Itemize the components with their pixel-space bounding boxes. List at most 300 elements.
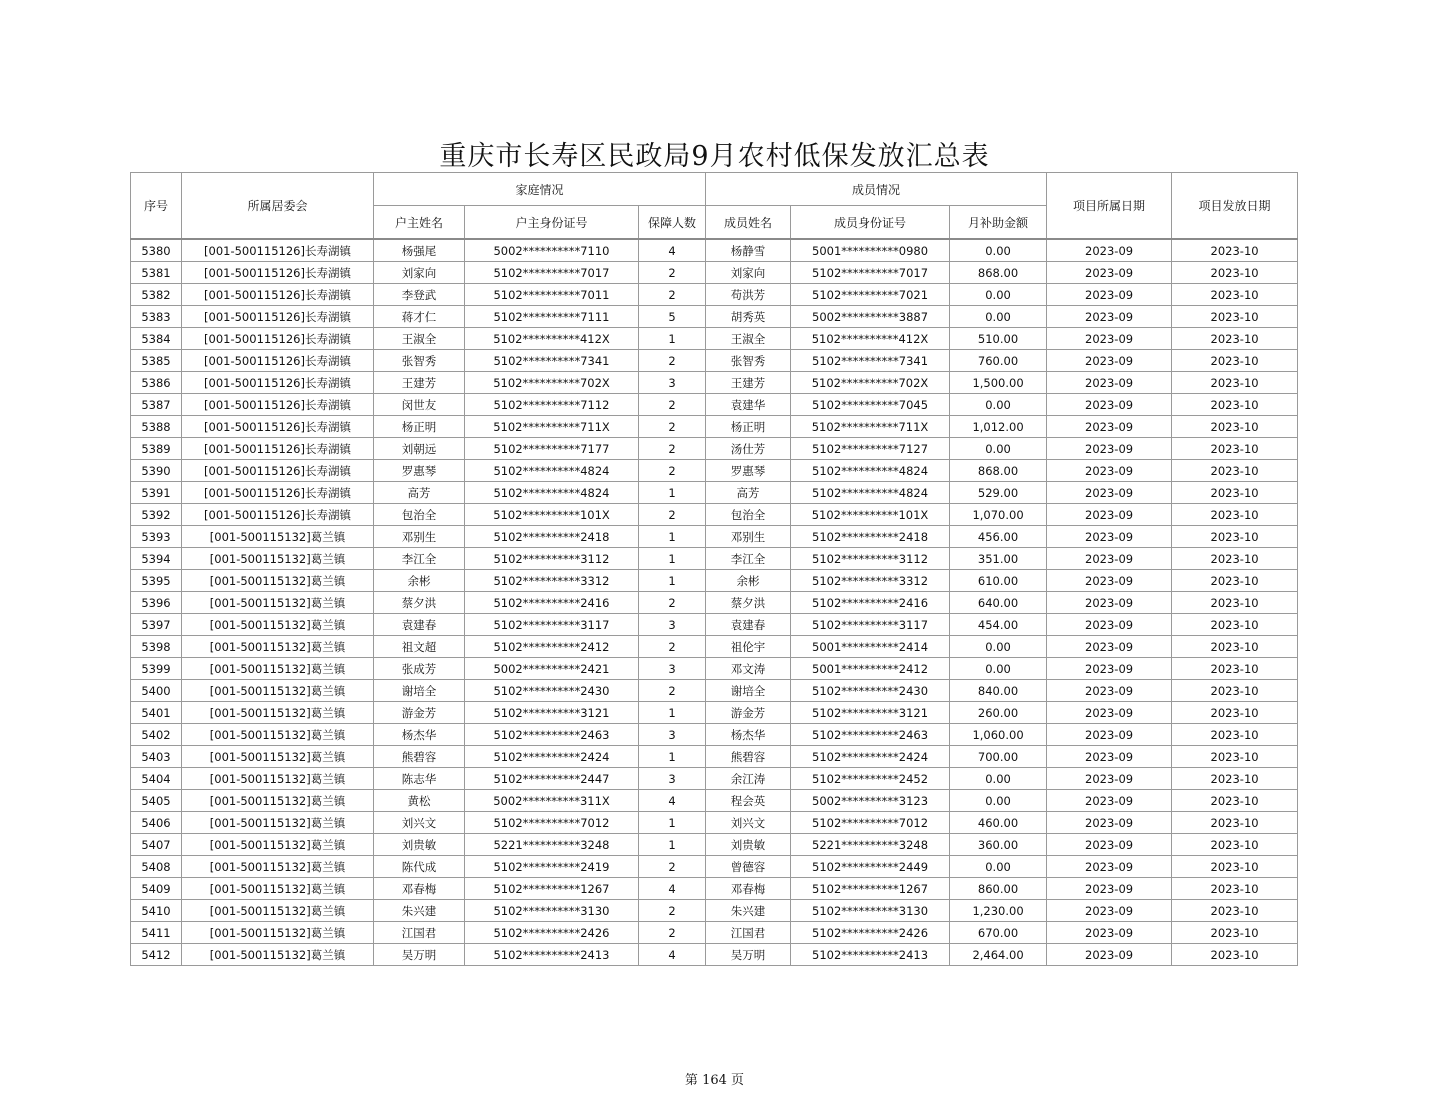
cell-committee: [001-500115132]葛兰镇 [182,702,374,724]
table-row [131,284,1298,306]
cell-seq: 5400 [131,680,182,702]
cell-issue-date: 2023-10 [1172,724,1298,746]
cell-amount: 2,464.00 [950,944,1047,966]
cell-count: 5 [639,306,706,328]
cell-amount: 640.00 [950,592,1047,614]
cell-project-date: 2023-09 [1047,812,1172,834]
cell-project-date: 2023-09 [1047,724,1172,746]
cell-member-id: 5102**********2416 [791,592,950,614]
table-row [131,944,1298,966]
header-project-date: 项目所属日期 [1047,173,1172,240]
cell-head-id: 5102**********1267 [465,878,639,900]
cell-issue-date: 2023-10 [1172,680,1298,702]
header-head-name: 户主姓名 [374,206,465,240]
cell-head-id: 5002**********7110 [465,239,639,262]
cell-project-date: 2023-09 [1047,570,1172,592]
table-row [131,636,1298,658]
cell-count: 2 [639,350,706,372]
cell-member-id: 5102**********3312 [791,570,950,592]
header-member-name: 成员姓名 [706,206,791,240]
cell-committee: [001-500115132]葛兰镇 [182,680,374,702]
cell-head-id: 5102**********3121 [465,702,639,724]
page-number: 164 [702,1073,727,1088]
cell-amount: 1,012.00 [950,416,1047,438]
cell-head-id: 5102**********2412 [465,636,639,658]
cell-committee: [001-500115132]葛兰镇 [182,878,374,900]
cell-issue-date: 2023-10 [1172,900,1298,922]
cell-committee: [001-500115126]长寿湖镇 [182,284,374,306]
cell-member-id: 5102**********7127 [791,438,950,460]
cell-member-name: 李江全 [706,548,791,570]
cell-head-name: 邓别生 [374,526,465,548]
table-row [131,394,1298,416]
cell-head-id: 5102**********101X [465,504,639,526]
cell-issue-date: 2023-10 [1172,702,1298,724]
cell-member-name: 苟洪芳 [706,284,791,306]
cell-head-name: 刘兴文 [374,812,465,834]
table-row [131,834,1298,856]
cell-count: 2 [639,394,706,416]
cell-member-id: 5221**********3248 [791,834,950,856]
cell-member-name: 刘家向 [706,262,791,284]
cell-member-id: 5102**********3130 [791,900,950,922]
cell-project-date: 2023-09 [1047,900,1172,922]
cell-issue-date: 2023-10 [1172,262,1298,284]
table-row [131,812,1298,834]
cell-committee: [001-500115126]长寿湖镇 [182,504,374,526]
cell-seq: 5395 [131,570,182,592]
cell-project-date: 2023-09 [1047,438,1172,460]
cell-seq: 5380 [131,239,182,262]
summary-table [130,172,1298,966]
cell-issue-date: 2023-10 [1172,372,1298,394]
table-row [131,680,1298,702]
cell-count: 1 [639,526,706,548]
cell-head-name: 王建芳 [374,372,465,394]
cell-count: 2 [639,856,706,878]
cell-head-id: 5102**********2413 [465,944,639,966]
cell-seq: 5386 [131,372,182,394]
cell-seq: 5385 [131,350,182,372]
cell-issue-date: 2023-10 [1172,504,1298,526]
table-row [131,328,1298,350]
cell-head-name: 江国君 [374,922,465,944]
cell-head-name: 蔡夕洪 [374,592,465,614]
cell-seq: 5411 [131,922,182,944]
table-row [131,350,1298,372]
cell-count: 1 [639,702,706,724]
cell-committee: [001-500115132]葛兰镇 [182,548,374,570]
cell-seq: 5407 [131,834,182,856]
cell-count: 1 [639,812,706,834]
header-family-group: 家庭情况 [374,173,706,206]
cell-head-name: 蒋才仁 [374,306,465,328]
cell-project-date: 2023-09 [1047,394,1172,416]
cell-project-date: 2023-09 [1047,306,1172,328]
cell-head-id: 5102**********711X [465,416,639,438]
cell-project-date: 2023-09 [1047,460,1172,482]
cell-head-id: 5102**********3312 [465,570,639,592]
footer-suffix: 页 [731,1073,745,1088]
cell-committee: [001-500115132]葛兰镇 [182,768,374,790]
cell-amount: 1,070.00 [950,504,1047,526]
cell-project-date: 2023-09 [1047,482,1172,504]
header-member-group: 成员情况 [706,173,1047,206]
table-row [131,878,1298,900]
cell-head-id: 5102**********7111 [465,306,639,328]
cell-member-id: 5001**********2412 [791,658,950,680]
table-row [131,702,1298,724]
table-row [131,658,1298,680]
cell-count: 2 [639,438,706,460]
cell-head-id: 5102**********2447 [465,768,639,790]
table-row [131,372,1298,394]
cell-head-id: 5102**********2416 [465,592,639,614]
page-footer [0,1069,1429,1088]
cell-project-date: 2023-09 [1047,350,1172,372]
cell-issue-date: 2023-10 [1172,922,1298,944]
cell-amount: 456.00 [950,526,1047,548]
cell-count: 3 [639,658,706,680]
cell-member-id: 5102**********412X [791,328,950,350]
cell-member-id: 5102**********4824 [791,460,950,482]
cell-member-name: 曾德容 [706,856,791,878]
cell-seq: 5404 [131,768,182,790]
cell-amount: 0.00 [950,284,1047,306]
cell-head-id: 5102**********3117 [465,614,639,636]
cell-committee: [001-500115126]长寿湖镇 [182,239,374,262]
cell-member-id: 5102**********3117 [791,614,950,636]
cell-project-date: 2023-09 [1047,790,1172,812]
cell-amount: 260.00 [950,702,1047,724]
cell-project-date: 2023-09 [1047,636,1172,658]
cell-project-date: 2023-09 [1047,262,1172,284]
table-row [131,262,1298,284]
cell-head-id: 5102**********4824 [465,482,639,504]
cell-seq: 5394 [131,548,182,570]
cell-member-id: 5102**********702X [791,372,950,394]
cell-count: 2 [639,416,706,438]
cell-count: 2 [639,900,706,922]
cell-member-name: 余彬 [706,570,791,592]
cell-head-name: 李登武 [374,284,465,306]
table-row [131,460,1298,482]
header-head-id: 户主身份证号 [465,206,639,240]
cell-project-date: 2023-09 [1047,526,1172,548]
cell-seq: 5412 [131,944,182,966]
cell-issue-date: 2023-10 [1172,746,1298,768]
cell-count: 2 [639,262,706,284]
cell-member-id: 5102**********3112 [791,548,950,570]
cell-seq: 5390 [131,460,182,482]
cell-member-name: 熊碧容 [706,746,791,768]
cell-amount: 868.00 [950,262,1047,284]
table-row [131,548,1298,570]
cell-issue-date: 2023-10 [1172,394,1298,416]
cell-head-id: 5102**********2424 [465,746,639,768]
cell-member-id: 5102**********4824 [791,482,950,504]
cell-seq: 5399 [131,658,182,680]
cell-committee: [001-500115132]葛兰镇 [182,900,374,922]
cell-issue-date: 2023-10 [1172,878,1298,900]
cell-head-name: 刘家向 [374,262,465,284]
cell-count: 1 [639,834,706,856]
cell-member-id: 5102**********2449 [791,856,950,878]
cell-head-id: 5102**********7112 [465,394,639,416]
cell-member-name: 胡秀英 [706,306,791,328]
cell-member-id: 5102**********2413 [791,944,950,966]
cell-head-name: 陈志华 [374,768,465,790]
cell-head-name: 朱兴建 [374,900,465,922]
header-member-id: 成员身份证号 [791,206,950,240]
table-row [131,438,1298,460]
cell-member-name: 罗惠琴 [706,460,791,482]
header-seq: 序号 [131,173,182,240]
table-body [131,239,1298,966]
cell-seq: 5381 [131,262,182,284]
cell-seq: 5384 [131,328,182,350]
cell-issue-date: 2023-10 [1172,834,1298,856]
cell-seq: 5402 [131,724,182,746]
cell-count: 1 [639,328,706,350]
cell-member-id: 5102**********7341 [791,350,950,372]
cell-seq: 5382 [131,284,182,306]
cell-amount: 0.00 [950,790,1047,812]
cell-count: 2 [639,592,706,614]
cell-head-id: 5102**********412X [465,328,639,350]
cell-issue-date: 2023-10 [1172,548,1298,570]
cell-member-id: 5102**********7012 [791,812,950,834]
cell-committee: [001-500115132]葛兰镇 [182,834,374,856]
cell-seq: 5406 [131,812,182,834]
cell-member-id: 5001**********2414 [791,636,950,658]
cell-amount: 840.00 [950,680,1047,702]
table-row [131,790,1298,812]
table-row [131,592,1298,614]
cell-head-name: 杨强尾 [374,239,465,262]
cell-count: 2 [639,636,706,658]
cell-committee: [001-500115132]葛兰镇 [182,812,374,834]
cell-amount: 0.00 [950,239,1047,262]
cell-seq: 5405 [131,790,182,812]
cell-issue-date: 2023-10 [1172,570,1298,592]
cell-committee: [001-500115126]长寿湖镇 [182,328,374,350]
cell-member-name: 杨静雪 [706,239,791,262]
cell-amount: 760.00 [950,350,1047,372]
cell-head-name: 刘朝远 [374,438,465,460]
cell-member-id: 5102**********2463 [791,724,950,746]
cell-count: 3 [639,614,706,636]
table-row [131,570,1298,592]
cell-head-id: 5102**********3112 [465,548,639,570]
cell-project-date: 2023-09 [1047,658,1172,680]
cell-head-name: 包治全 [374,504,465,526]
cell-head-id: 5102**********2418 [465,526,639,548]
cell-head-id: 5102**********702X [465,372,639,394]
cell-member-name: 朱兴建 [706,900,791,922]
table-row [131,724,1298,746]
cell-head-id: 5102**********7177 [465,438,639,460]
cell-member-id: 5102**********2424 [791,746,950,768]
cell-member-name: 张智秀 [706,350,791,372]
cell-seq: 5391 [131,482,182,504]
cell-amount: 510.00 [950,328,1047,350]
cell-member-id: 5002**********3887 [791,306,950,328]
cell-head-name: 吴万明 [374,944,465,966]
cell-project-date: 2023-09 [1047,922,1172,944]
cell-seq: 5408 [131,856,182,878]
cell-member-name: 吴万明 [706,944,791,966]
cell-head-id: 5102**********4824 [465,460,639,482]
cell-committee: [001-500115132]葛兰镇 [182,922,374,944]
cell-head-name: 罗惠琴 [374,460,465,482]
cell-committee: [001-500115126]长寿湖镇 [182,460,374,482]
table-row [131,306,1298,328]
cell-seq: 5401 [131,702,182,724]
cell-member-name: 刘兴文 [706,812,791,834]
cell-amount: 0.00 [950,306,1047,328]
cell-amount: 351.00 [950,548,1047,570]
cell-member-id: 5102**********7045 [791,394,950,416]
cell-head-name: 张成芳 [374,658,465,680]
cell-committee: [001-500115132]葛兰镇 [182,724,374,746]
cell-head-id: 5221**********3248 [465,834,639,856]
cell-issue-date: 2023-10 [1172,438,1298,460]
cell-member-name: 袁建华 [706,394,791,416]
cell-amount: 0.00 [950,394,1047,416]
table-row [131,504,1298,526]
cell-count: 4 [639,944,706,966]
cell-amount: 0.00 [950,768,1047,790]
cell-head-id: 5102**********2463 [465,724,639,746]
cell-member-name: 王建芳 [706,372,791,394]
cell-committee: [001-500115126]长寿湖镇 [182,416,374,438]
cell-project-date: 2023-09 [1047,702,1172,724]
table-row [131,768,1298,790]
cell-member-id: 5102**********2452 [791,768,950,790]
cell-project-date: 2023-09 [1047,504,1172,526]
cell-count: 3 [639,372,706,394]
cell-issue-date: 2023-10 [1172,790,1298,812]
cell-amount: 360.00 [950,834,1047,856]
cell-count: 2 [639,922,706,944]
table-row [131,526,1298,548]
cell-amount: 454.00 [950,614,1047,636]
cell-project-date: 2023-09 [1047,592,1172,614]
cell-member-id: 5102**********2418 [791,526,950,548]
cell-head-id: 5102**********7011 [465,284,639,306]
cell-head-name: 杨杰华 [374,724,465,746]
cell-amount: 0.00 [950,438,1047,460]
footer-prefix: 第 [684,1073,698,1088]
cell-issue-date: 2023-10 [1172,856,1298,878]
cell-member-name: 杨正明 [706,416,791,438]
cell-issue-date: 2023-10 [1172,460,1298,482]
cell-seq: 5398 [131,636,182,658]
cell-committee: [001-500115126]长寿湖镇 [182,482,374,504]
cell-project-date: 2023-09 [1047,548,1172,570]
header-amount: 月补助金额 [950,206,1047,240]
cell-member-id: 5001**********0980 [791,239,950,262]
table-row [131,416,1298,438]
cell-member-id: 5102**********101X [791,504,950,526]
cell-member-id: 5102**********1267 [791,878,950,900]
cell-member-name: 包治全 [706,504,791,526]
cell-committee: [001-500115126]长寿湖镇 [182,350,374,372]
cell-seq: 5409 [131,878,182,900]
cell-project-date: 2023-09 [1047,416,1172,438]
cell-seq: 5389 [131,438,182,460]
cell-head-name: 王淑全 [374,328,465,350]
cell-committee: [001-500115132]葛兰镇 [182,570,374,592]
header-count: 保障人数 [639,206,706,240]
cell-head-name: 张智秀 [374,350,465,372]
cell-count: 3 [639,768,706,790]
cell-count: 1 [639,482,706,504]
cell-count: 1 [639,746,706,768]
cell-project-date: 2023-09 [1047,746,1172,768]
cell-member-name: 余江涛 [706,768,791,790]
cell-amount: 868.00 [950,460,1047,482]
cell-head-id: 5002**********311X [465,790,639,812]
table-row [131,856,1298,878]
cell-head-id: 5102**********7012 [465,812,639,834]
cell-head-id: 5102**********2419 [465,856,639,878]
cell-head-name: 熊碧容 [374,746,465,768]
table-row [131,900,1298,922]
cell-member-name: 蔡夕洪 [706,592,791,614]
cell-project-date: 2023-09 [1047,284,1172,306]
table-row [131,746,1298,768]
cell-head-id: 5002**********2421 [465,658,639,680]
cell-issue-date: 2023-10 [1172,614,1298,636]
cell-member-id: 5102**********3121 [791,702,950,724]
cell-count: 3 [639,724,706,746]
cell-seq: 5383 [131,306,182,328]
cell-seq: 5393 [131,526,182,548]
cell-member-id: 5102**********711X [791,416,950,438]
cell-seq: 5387 [131,394,182,416]
cell-count: 1 [639,570,706,592]
cell-issue-date: 2023-10 [1172,658,1298,680]
cell-amount: 610.00 [950,570,1047,592]
cell-seq: 5397 [131,614,182,636]
cell-issue-date: 2023-10 [1172,416,1298,438]
cell-issue-date: 2023-10 [1172,768,1298,790]
cell-committee: [001-500115132]葛兰镇 [182,526,374,548]
cell-member-id: 5002**********3123 [791,790,950,812]
cell-seq: 5392 [131,504,182,526]
cell-project-date: 2023-09 [1047,680,1172,702]
cell-member-name: 祖伦宇 [706,636,791,658]
cell-head-id: 5102**********7017 [465,262,639,284]
cell-head-name: 刘贵敏 [374,834,465,856]
cell-count: 2 [639,680,706,702]
cell-head-name: 黄松 [374,790,465,812]
cell-member-name: 王淑全 [706,328,791,350]
cell-head-id: 5102**********2430 [465,680,639,702]
cell-count: 4 [639,790,706,812]
header-issue-date: 项目发放日期 [1172,173,1298,240]
cell-issue-date: 2023-10 [1172,636,1298,658]
cell-count: 2 [639,460,706,482]
cell-issue-date: 2023-10 [1172,328,1298,350]
page-title: 重庆市长寿区民政局9月农村低保发放汇总表 [439,141,990,172]
cell-head-name: 余彬 [374,570,465,592]
cell-head-id: 5102**********2426 [465,922,639,944]
cell-head-name: 袁建春 [374,614,465,636]
cell-project-date: 2023-09 [1047,614,1172,636]
